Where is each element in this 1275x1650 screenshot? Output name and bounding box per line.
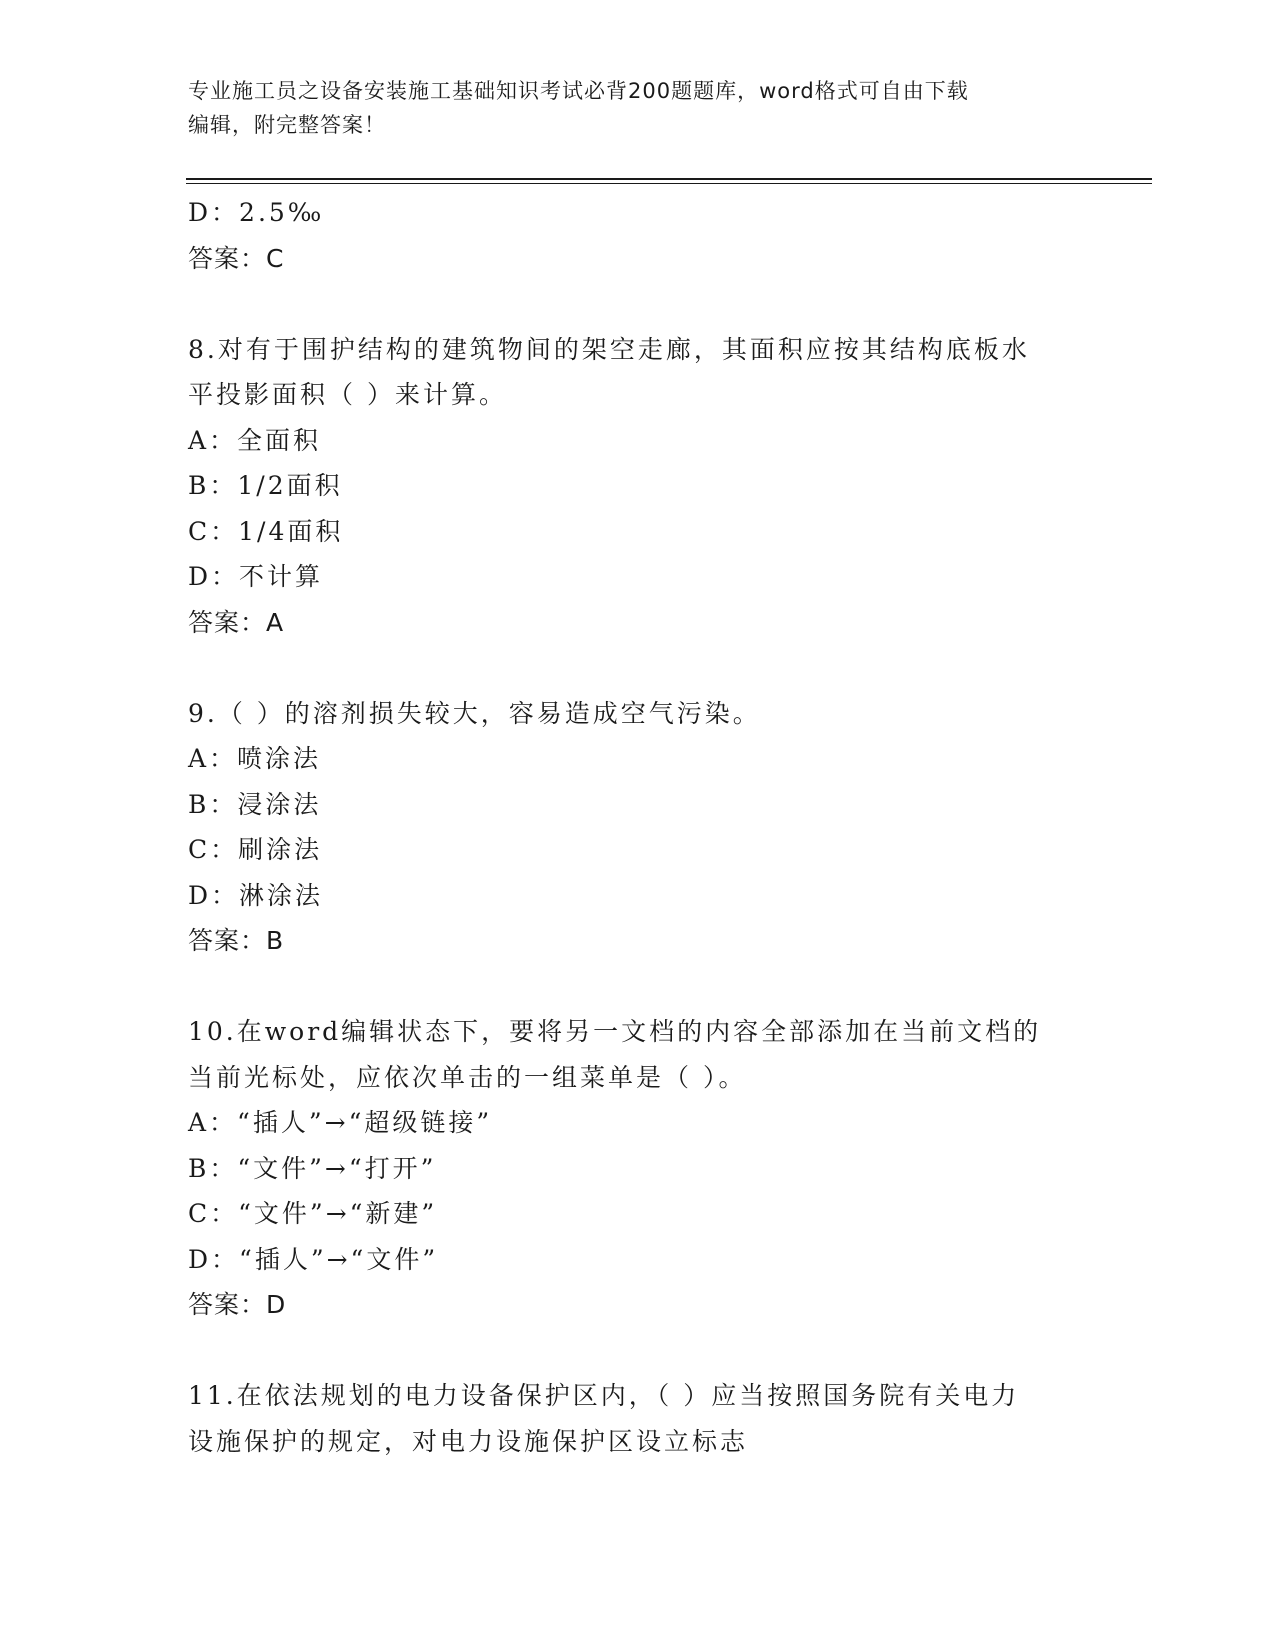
option-d: D：不计算 [188, 562, 324, 591]
header-title-line-2: 编辑，附完整答案！ [188, 113, 386, 137]
question-7-tail [188, 190, 1068, 281]
option-b: B：1/2面积 [188, 471, 343, 500]
header-divider-thick [186, 178, 1152, 180]
option-d: D：“插人”→“文件” [188, 1244, 439, 1274]
option-d: D：2.5‰ [188, 198, 325, 227]
question-11 [188, 1373, 1068, 1464]
option-c: C：1/4面积 [188, 516, 344, 546]
option-b: B：“文件”→“打开” [188, 1153, 437, 1183]
answer: 答案：D [188, 1290, 287, 1319]
header-title-line-1: 专业施工员之设备安装施工基础知识考试必背200题题库，word格式可自由下载 [188, 79, 969, 103]
header-divider-thin [186, 183, 1152, 184]
question-list [188, 190, 1068, 1464]
question-text: 当前光标处，应依次单击的一组菜单是（ ）。 [188, 1062, 747, 1092]
question-9 [188, 691, 1068, 964]
option-a: A：喷涂法 [188, 744, 322, 773]
document-header [188, 74, 1068, 142]
option-b: B：浸涂法 [188, 789, 322, 819]
question-text: 10.在word编辑状态下，要将另一文档的内容全部添加在当前文档的 [188, 1017, 1042, 1046]
question-text: 9.（ ）的溶剂损失较大，容易造成空气污染。 [188, 698, 761, 728]
option-a: A：全面积 [188, 425, 322, 455]
answer: 答案：B [188, 926, 285, 955]
question-text: 11.在依法规划的电力设备保护区内，（ ）应当按照国务院有关电力 [188, 1381, 1020, 1410]
answer: 答案：C [188, 243, 285, 273]
question-text: 8.对有于围护结构的建筑物间的架空走廊，其面积应按其结构底板水 [188, 334, 1030, 364]
answer: 答案：A [188, 607, 285, 637]
option-d: D：淋涂法 [188, 880, 324, 910]
option-a: A：“插人”→“超级链接” [188, 1108, 493, 1137]
question-text: 平投影面积（ ）来计算。 [188, 380, 507, 409]
question-8 [188, 327, 1068, 646]
option-c: C：刷涂法 [188, 835, 323, 864]
option-c: C：“文件”→“新建” [188, 1199, 438, 1228]
question-10 [188, 1009, 1068, 1328]
question-text: 设施保护的规定，对电力设施保护区设立标志 [188, 1426, 749, 1456]
